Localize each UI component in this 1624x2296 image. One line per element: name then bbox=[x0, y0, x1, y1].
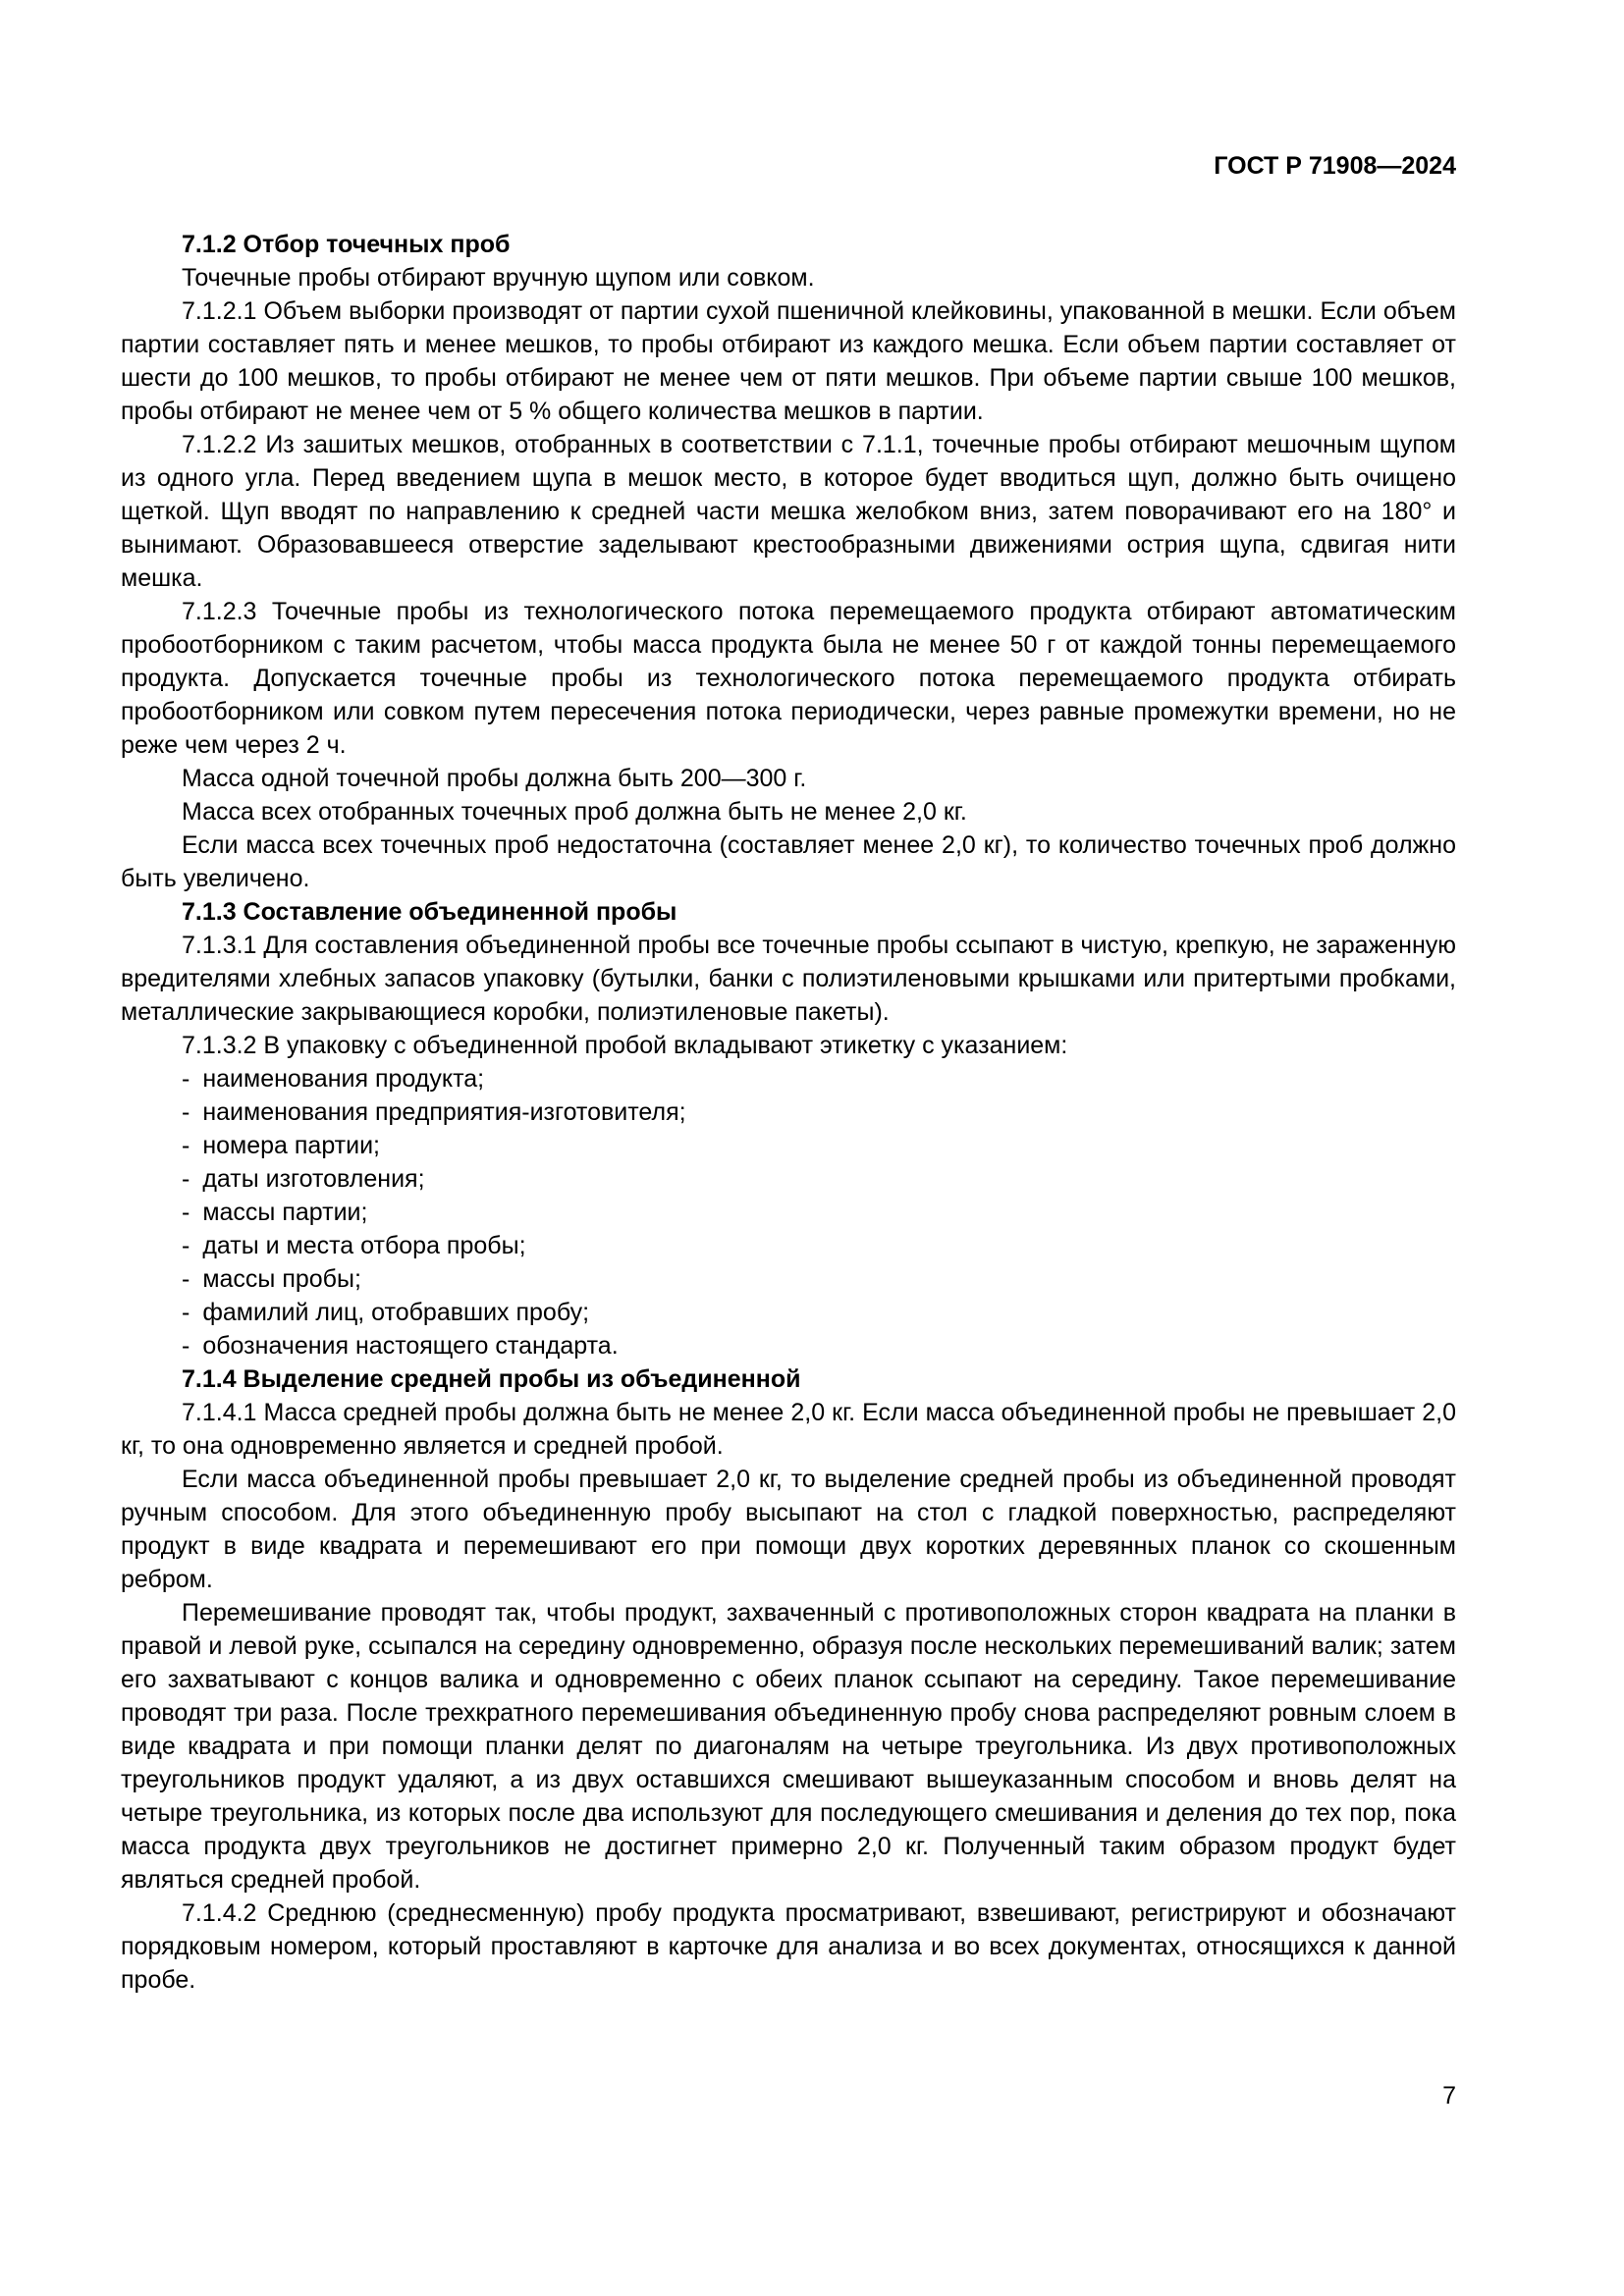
paragraph: Точечные пробы отбирают вручную щупом или совком. bbox=[182, 264, 815, 292]
list-marker: - bbox=[182, 1132, 190, 1159]
section-heading: 7.1.3 Составление объединенной пробы bbox=[182, 898, 677, 926]
list-item bbox=[121, 1329, 1456, 1362]
paragraph: 7.1.2.2 Из зашитых мешков, отобранных в соответствии с 7.1.1, точечные пробы отбирают мешочным щупом из одного угла. Перед введением щупа в мешок место, в которое будет вводиться щуп, должно быть очищено щеткой. Щуп вводят по направлению к средней части мешка желобком вниз, затем поворачивают его на 180° и вынимают. Образовавшееся отверстие заделывают крестообразными движениями острия щупа, сдвигая нити мешка. bbox=[121, 431, 1456, 592]
paragraph: Если масса объединенной пробы превышает 2,0 кг, то выделение средней пробы из объединенной проводят ручным способом. Для этого объединенную пробу высыпают на стол с гладкой поверхностью, распределяют продукт в виде квадрата и перемешивают его при помощи двух коротких деревянных планок со скошенным ребром. bbox=[121, 1466, 1456, 1593]
list-item-text: наименования предприятия-изготовителя; bbox=[202, 1098, 686, 1126]
list-item bbox=[121, 1095, 1456, 1129]
list-item bbox=[121, 1229, 1456, 1262]
list-marker: - bbox=[182, 1165, 190, 1193]
paragraph: Перемешивание проводят так, чтобы продукт, захваченный с противоположных сторон квадрата на планки в правой и левой руке, ссыпался на середину одновременно, образуя после нескольких перемешиваний валик; затем его захватывают с концов валика и одновременно с обеих планок ссыпают на середину. Такое перемешивание проводят три раза. После трехкратного перемешивания объединенную пробу снова распределяют ровным слоем в виде квадрата и при помощи планки делят по диагоналям на четыре треугольника. Из двух противоположных треугольников продукт удаляют, а из двух оставшихся смешивают вышеуказанным способом и вновь делят на четыре треугольника, из которых после два используют для последующего смешивания и деления до тех пор, пока масса продукта двух треугольников не достигнет примерно 2,0 кг. Полученный таким образом продукт будет являться средней пробой. bbox=[121, 1599, 1456, 1894]
list-item-text: наименования продукта; bbox=[202, 1065, 485, 1093]
list-item-text: даты изготовления; bbox=[202, 1165, 425, 1193]
list-item bbox=[121, 1262, 1456, 1296]
list-item bbox=[121, 1196, 1456, 1229]
list-marker: - bbox=[182, 1098, 190, 1126]
list-item bbox=[121, 1129, 1456, 1162]
list-marker: - bbox=[182, 1299, 190, 1326]
list-item bbox=[121, 1296, 1456, 1329]
list-item-text: массы партии; bbox=[202, 1199, 368, 1226]
document-footer bbox=[121, 2079, 1456, 2112]
section-heading: 7.1.4 Выделение средней пробы из объединенной bbox=[182, 1365, 801, 1393]
paragraph: 7.1.4.2 Среднюю (среднесменную) пробу продукта просматривают, взвешивают, регистрируют и обозначают порядковым номером, который проставляют в карточке для анализа и во всех документах, относящихся к данной пробе. bbox=[121, 1899, 1456, 1994]
list-item bbox=[121, 1062, 1456, 1095]
list-item-text: даты и места отбора пробы; bbox=[202, 1232, 526, 1259]
list-marker: - bbox=[182, 1332, 190, 1360]
standard-number: ГОСТ Р 71908—2024 bbox=[1214, 152, 1456, 180]
paragraph: 7.1.3.2 В упаковку с объединенной пробой вкладывают этикетку с указанием: bbox=[182, 1032, 1068, 1059]
list-marker: - bbox=[182, 1199, 190, 1226]
list-marker: - bbox=[182, 1065, 190, 1093]
paragraph: 7.1.2.3 Точечные пробы из технологического потока перемещаемого продукта отбирают автоматическим пробоотборником с таким расчетом, чтобы масса продукта была не менее 50 г от каждой тонны перемещаемого продукта. Допускается точечные пробы из технологического потока перемещаемого продукта отбирать пробоотборником или совком путем пересечения потока периодически, через равные промежутки времени, но не реже чем через 2 ч. bbox=[121, 598, 1456, 759]
paragraph: Если масса всех точечных проб недостаточна (составляет менее 2,0 кг), то количество точечных проб должно быть увеличено. bbox=[121, 831, 1456, 892]
list-item bbox=[121, 1162, 1456, 1196]
list-item-text: обозначения настоящего стандарта. bbox=[202, 1332, 619, 1360]
document-body-column bbox=[121, 149, 1456, 1997]
list-marker: - bbox=[182, 1265, 190, 1293]
document-header bbox=[121, 149, 1456, 183]
list-marker: - bbox=[182, 1232, 190, 1259]
paragraph: Масса всех отобранных точечных проб должна быть не менее 2,0 кг. bbox=[182, 798, 967, 826]
section-heading: 7.1.2 Отбор точечных проб bbox=[182, 231, 511, 258]
list-item-text: фамилий лиц, отобравших пробу; bbox=[202, 1299, 590, 1326]
paragraph: 7.1.4.1 Масса средней пробы должна быть не менее 2,0 кг. Если масса объединенной пробы не превышает 2,0 кг, то она одновременно является и средней пробой. bbox=[121, 1399, 1456, 1460]
paragraph: 7.1.3.1 Для составления объединенной пробы все точечные пробы ссыпают в чистую, крепкую, не зараженную вредителями хлебных запасов упаковку (бутылки, банки с полиэтиленовыми крышками или притертыми пробками, металлические закрывающиеся коробки, полиэтиленовые пакеты). bbox=[121, 932, 1456, 1026]
document-content bbox=[121, 228, 1456, 1997]
list-item-text: номера партии; bbox=[202, 1132, 381, 1159]
list-item-text: массы пробы; bbox=[202, 1265, 361, 1293]
paragraph: Масса одной точечной пробы должна быть 200—300 г. bbox=[182, 765, 807, 792]
page-number: 7 bbox=[1442, 2082, 1456, 2109]
paragraph: 7.1.2.1 Объем выборки производят от партии сухой пшеничной клейковины, упакованной в мешки. Если объем партии составляет пять и менее мешков, то пробы отбирают из каждого мешка. Если объем партии составляет от шести до 100 мешков, то пробы отбирают не менее чем от пяти мешков. При объеме партии свыше 100 мешков, пробы отбирают не менее чем от 5 % общего количества мешков в партии. bbox=[121, 297, 1456, 425]
